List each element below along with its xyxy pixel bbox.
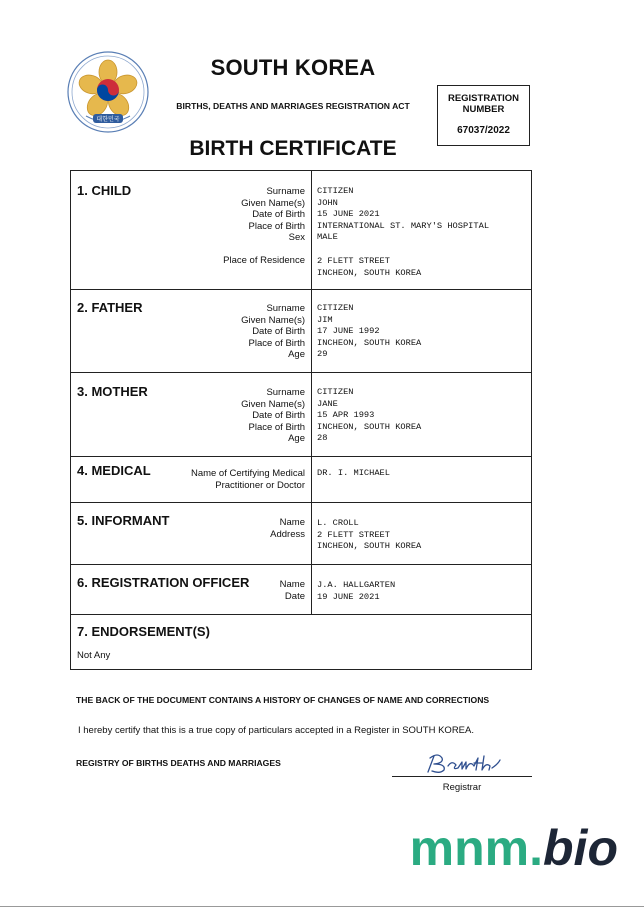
section-mother-heading: 3. MOTHER: [77, 384, 148, 399]
registration-label-line-1: REGISTRATION: [447, 93, 520, 104]
officer-name: J.A. HALLGARTEN: [317, 580, 396, 590]
registrar-label: Registrar: [442, 782, 482, 793]
child-residence-line-1: 2 FLETT STREET: [317, 256, 390, 266]
certificate-title: BIRTH CERTIFICATE: [189, 137, 397, 160]
section-endorsement-heading: 7. ENDORSEMENT(S): [77, 624, 210, 639]
child-dob: 15 JUNE 2021: [317, 209, 380, 220]
informant-address-line-1: 2 FLETT STREET: [317, 529, 390, 540]
watermark-part-2: bio: [543, 820, 618, 876]
child-pob: INTERNATIONAL ST. MARY'S HOSPITAL: [317, 220, 490, 231]
mother-labels: [241, 387, 305, 445]
section-father-heading: 2. FATHER: [77, 300, 143, 315]
child-pob-label: Place of Birth: [248, 220, 305, 232]
child-sex: MALE: [317, 232, 338, 243]
medical-values: [317, 468, 390, 480]
mother-dob: 15 APR 1993: [317, 410, 375, 421]
signature-line: [392, 776, 532, 777]
section-medical-heading: 4. MEDICAL: [77, 463, 151, 478]
registration-number-box: [437, 85, 530, 146]
medical-label-line-1: Name of Certifying Medical: [190, 468, 305, 479]
child-given-names-label: Given Name(s): [241, 197, 305, 209]
father-given-names-label: Given Name(s): [241, 314, 305, 326]
child-surname: CITIZEN: [317, 186, 354, 196]
certificate-table: [70, 170, 532, 670]
act-subtitle: BIRTHS, DEATHS AND MARRIAGES REGISTRATION ACT: [176, 101, 410, 111]
child-values: [317, 186, 489, 244]
mother-age-label: Age: [288, 433, 305, 445]
father-dob-label: Date of Birth: [252, 326, 305, 338]
mother-age: 28: [317, 433, 328, 444]
mother-values: [317, 387, 421, 445]
mother-given-names: JANE: [317, 398, 338, 409]
officer-date-label: Date: [284, 590, 305, 602]
registration-number: 67037/2022: [457, 125, 510, 136]
medical-labels: [191, 468, 305, 491]
father-surname: CITIZEN: [317, 303, 354, 313]
row-divider: [71, 372, 531, 373]
row-divider: [71, 456, 531, 457]
mother-given-names-label: Given Name(s): [241, 398, 305, 410]
officer-values: [317, 580, 395, 603]
page-bottom-rule: [0, 906, 644, 907]
child-sex-label: Sex: [288, 232, 305, 244]
emblem-ribbon-text: 대한민국: [96, 116, 120, 123]
child-given-names: JOHN: [317, 197, 338, 208]
medical-practitioner: DR. I. MICHAEL: [317, 468, 390, 478]
child-surname-label: Surname: [266, 186, 305, 197]
registration-label-line-2: NUMBER: [462, 104, 505, 115]
father-age-label: Age: [288, 349, 305, 361]
back-of-document-note: THE BACK OF THE DOCUMENT CONTAINS A HISTORY OF CHANGES OF NAME AND CORRECTIONS: [76, 695, 490, 705]
mother-pob: INCHEON, SOUTH KOREA: [317, 421, 422, 432]
watermark-logo: [410, 818, 618, 878]
row-divider: [71, 502, 531, 503]
father-surname-label: Surname: [266, 303, 305, 314]
mother-surname: CITIZEN: [317, 387, 354, 397]
mother-surname-label: Surname: [266, 387, 305, 398]
officer-labels: [280, 579, 305, 602]
father-dob: 17 JUNE 1992: [317, 326, 380, 337]
endorsement-value: Not Any: [77, 650, 111, 661]
section-officer-heading: 6. REGISTRATION OFFICER: [77, 575, 250, 590]
child-labels: [241, 186, 305, 244]
officer-date: 19 JUNE 2021: [317, 591, 380, 602]
watermark-part-1: mnm.: [409, 820, 544, 876]
mother-pob-label: Place of Birth: [248, 421, 305, 433]
informant-address-line-2: INCHEON, SOUTH KOREA: [317, 541, 422, 552]
section-child-heading: 1. CHILD: [77, 183, 132, 198]
mother-dob-label: Date of Birth: [252, 410, 305, 422]
father-pob: INCHEON, SOUTH KOREA: [317, 337, 422, 348]
child-residence: [317, 256, 421, 279]
country-title: SOUTH KOREA: [210, 55, 376, 80]
section-informant-heading: 5. INFORMANT: [77, 513, 170, 528]
father-age: 29: [317, 349, 328, 360]
row-divider: [71, 564, 531, 565]
father-labels: [241, 303, 305, 361]
informant-name-label: Name: [279, 517, 305, 528]
informant-values: [317, 518, 421, 553]
informant-labels: [270, 517, 305, 540]
row-divider: [71, 614, 531, 615]
registrar-signature: [422, 750, 502, 776]
column-divider: [311, 171, 312, 614]
row-divider: [71, 289, 531, 290]
officer-name-label: Name: [279, 579, 305, 590]
child-residence-line-2: INCHEON, SOUTH KOREA: [317, 267, 422, 278]
child-residence-label: Place of Residence: [223, 255, 305, 266]
certification-statement: I hereby certify that this is a true copy of particulars accepted in a Register in SOUTH KOREA.: [78, 725, 474, 736]
father-given-names: JIM: [317, 314, 333, 325]
father-pob-label: Place of Birth: [248, 337, 305, 349]
father-values: [317, 303, 421, 361]
informant-name: L. CROLL: [317, 518, 359, 528]
medical-label-line-2: Practitioner or Doctor: [215, 479, 305, 491]
registry-name: REGISTRY OF BIRTHS DEATHS AND MARRIAGES: [76, 758, 281, 768]
child-dob-label: Date of Birth: [252, 209, 305, 221]
informant-address-label: Address: [270, 528, 305, 540]
